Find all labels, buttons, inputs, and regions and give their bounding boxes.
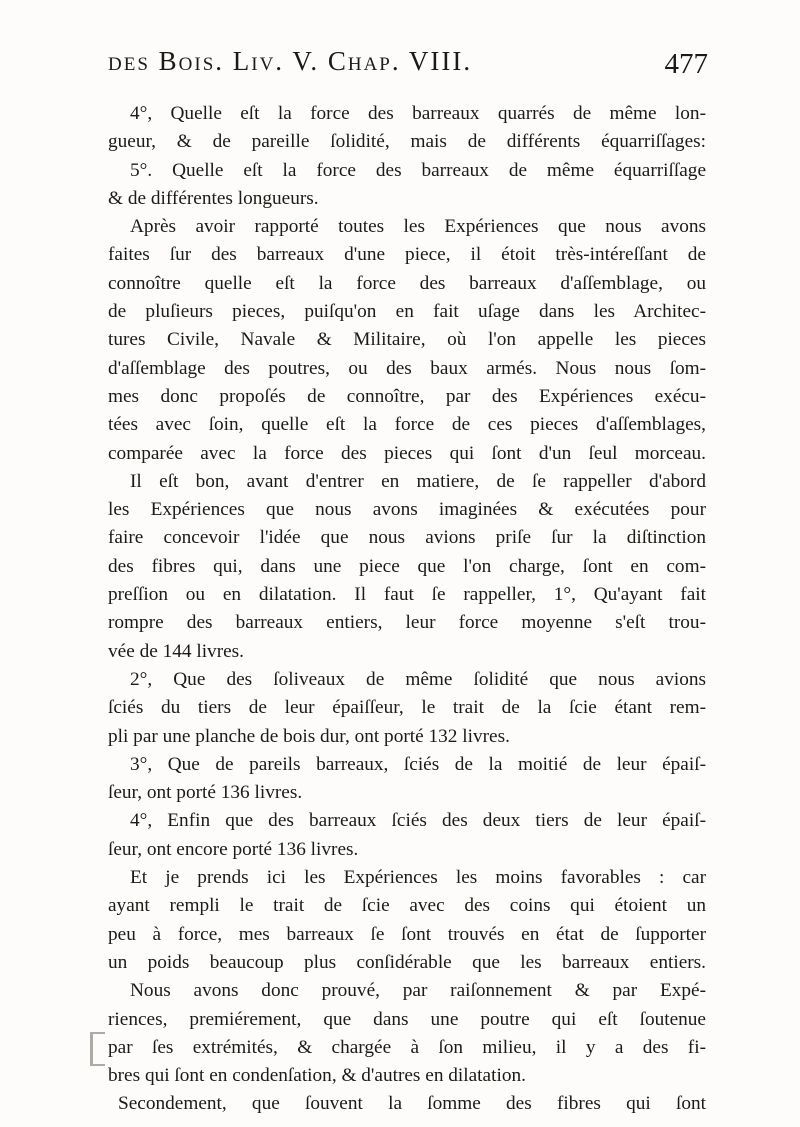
page-header bbox=[108, 46, 708, 102]
text-line: peu à force, mes barreaux ſe ſont trouvés en état de ſupporter bbox=[108, 923, 706, 945]
text-line: mes donc propoſés de connoître, par des Expériences exécu- bbox=[108, 385, 706, 407]
text-line: & de différentes longueurs. bbox=[108, 187, 319, 209]
text-line: Nous avons donc prouvé, par raiſonnement & par Expé- bbox=[130, 980, 706, 1002]
text-line: par ſes extrémités, & chargée à ſon milieu, il y a des fi- bbox=[108, 1036, 706, 1058]
text-line: riences, premiérement, que dans une poutre qui eſt ſoutenue bbox=[108, 1008, 706, 1030]
text-line: ſeur, ont porté 136 livres. bbox=[108, 782, 303, 804]
text-line: 4°, Enfin que des barreaux ſciés des deux tiers de leur épaiſ- bbox=[130, 810, 706, 832]
text-line: ayant rempli le trait de ſcie avec des coins qui étoient un bbox=[108, 895, 706, 917]
text-line: connoître quelle eſt la force des barreaux d'aſſemblage, ou bbox=[108, 272, 706, 294]
text-line: comparée avec la force des pieces qui ſont d'un ſeul morceau. bbox=[108, 442, 706, 464]
text-line: pli par une planche de bois dur, ont porté 132 livres. bbox=[108, 725, 510, 747]
text-line: ſeur, ont encore porté 136 livres. bbox=[108, 838, 359, 860]
body-text bbox=[108, 100, 706, 1119]
text-line: un poids beaucoup plus conſidérable que les barreaux entiers. bbox=[108, 951, 706, 973]
margin-bracket-mark bbox=[90, 1032, 105, 1066]
page-number: 477 bbox=[664, 48, 708, 80]
text-line: ſciés du tiers de leur épaiſſeur, le trait de la ſcie étant rem- bbox=[108, 697, 706, 719]
text-line: d'aſſemblage des poutres, ou des baux armés. Nous nous ſom- bbox=[108, 357, 706, 379]
text-line: vée de 144 livres. bbox=[108, 640, 244, 662]
text-line: 3°, Que de pareils barreaux, ſciés de la moitié de leur épaiſ- bbox=[130, 753, 706, 775]
text-line: tures Civile, Navale & Militaire, où l'on appelle les pieces bbox=[108, 329, 706, 351]
text-line: tées avec ſoin, quelle eſt la force de ces pieces d'aſſemblages, bbox=[108, 414, 706, 436]
text-line: bres qui ſont en condenſation, & d'autres en dilatation. bbox=[108, 1065, 526, 1087]
text-line: des fibres qui, dans une piece que l'on charge, ſont en com- bbox=[108, 555, 706, 577]
text-line: Il eſt bon, avant d'entrer en matiere, de ſe rappeller d'abord bbox=[130, 470, 706, 492]
text-line: gueur, & de pareille ſolidité, mais de différents équarriſſages: bbox=[108, 131, 706, 153]
text-line: 2°, Que des ſoliveaux de même ſolidité que nous avions bbox=[130, 668, 706, 690]
text-line: faites ſur des barreaux d'une piece, il étoit très-intéreſſant de bbox=[108, 244, 706, 266]
text-line: rompre des barreaux entiers, leur force moyenne s'eſt trou- bbox=[108, 612, 706, 634]
running-head: des Bois. Liv. V. Chap. VIII. bbox=[108, 46, 473, 76]
text-line: Secondement, que ſouvent la ſomme des fibres qui ſont bbox=[118, 1093, 706, 1115]
text-line: 5°. Quelle eſt la force des barreaux de même équarriſſage bbox=[130, 159, 706, 181]
text-line: 4°, Quelle eſt la force des barreaux quarrés de même lon- bbox=[130, 103, 706, 124]
text-line: Après avoir rapporté toutes les Expériences que nous avons bbox=[130, 216, 706, 238]
text-line: faire concevoir l'idée que nous avions priſe ſur la diſtinction bbox=[108, 527, 706, 549]
text-line: Et je prends ici les Expériences les moins favorables : car bbox=[130, 867, 706, 889]
text-line: les Expériences que nous avons imaginées & exécutées pour bbox=[108, 499, 706, 521]
text-line: preſſion ou en dilatation. Il faut ſe rappeller, 1°, Qu'ayant fait bbox=[108, 584, 706, 606]
text-line: de pluſieurs pieces, puiſqu'on en fait uſage dans les Architec- bbox=[108, 301, 706, 323]
